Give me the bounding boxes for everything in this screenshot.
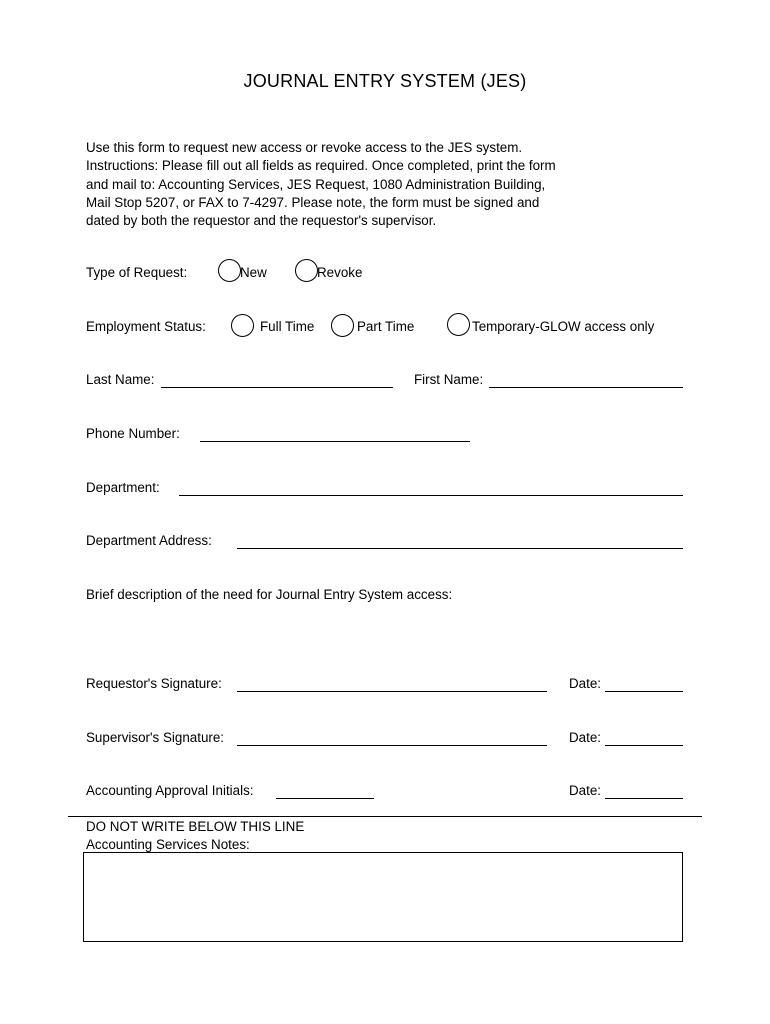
description-label: Brief description of the need for Journal Entry System access: — [86, 587, 453, 602]
department-address-field[interactable] — [237, 548, 683, 549]
accounting-approval-label: Accounting Approval Initials: — [86, 783, 254, 798]
radio-new-label: New — [240, 265, 267, 280]
radio-new[interactable] — [218, 259, 241, 282]
supervisor-signature-field[interactable] — [237, 745, 547, 746]
instructions-line: Mail Stop 5207, or FAX to 7-4297. Please note, the form must be signed and — [86, 194, 540, 210]
radio-full-time-label: Full Time — [260, 319, 315, 334]
requestor-signature-field[interactable] — [237, 691, 547, 692]
department-label: Department: — [86, 480, 160, 495]
radio-temporary-glow-label: Temporary-GLOW access only — [472, 319, 655, 334]
first-name-label: First Name: — [414, 372, 484, 387]
department-address-label: Department Address: — [86, 533, 212, 548]
radio-full-time[interactable] — [231, 314, 254, 337]
last-name-field[interactable] — [161, 387, 393, 388]
supervisor-date-label: Date: — [569, 730, 602, 745]
instructions-line: and mail to: Accounting Services, JES Request, 1080 Administration Building, — [86, 176, 546, 192]
last-name-label: Last Name: — [86, 372, 155, 387]
department-field[interactable] — [179, 495, 683, 496]
accounting-date-label: Date: — [569, 783, 602, 798]
radio-revoke[interactable] — [295, 259, 318, 282]
notes-label: Accounting Services Notes: — [86, 837, 250, 852]
radio-part-time-label: Part Time — [357, 319, 415, 334]
accounting-date-field[interactable] — [605, 798, 683, 799]
supervisor-date-field[interactable] — [605, 745, 683, 746]
accounting-approval-field[interactable] — [276, 798, 374, 799]
do-not-write-divider — [68, 816, 702, 817]
request-type-label: Type of Request: — [86, 265, 188, 280]
phone-field[interactable] — [200, 441, 470, 442]
form-title: JOURNAL ENTRY SYSTEM (JES) — [243, 71, 527, 91]
requestor-date-field[interactable] — [605, 691, 683, 692]
instructions-line: dated by both the requestor and the requestor's supervisor. — [86, 213, 437, 229]
first-name-field[interactable] — [489, 387, 683, 388]
do-not-write-label: DO NOT WRITE BELOW THIS LINE — [86, 819, 305, 834]
phone-label: Phone Number: — [86, 426, 180, 441]
radio-revoke-label: Revoke — [317, 265, 363, 280]
instructions-line: Use this form to request new access or revoke access to the JES system. — [86, 140, 523, 155]
employment-status-label: Employment Status: — [86, 319, 206, 334]
instructions-paragraph — [86, 139, 606, 230]
radio-part-time[interactable] — [331, 314, 354, 337]
requestor-signature-label: Requestor's Signature: — [86, 676, 222, 691]
accounting-notes-box[interactable] — [83, 852, 683, 942]
radio-temporary-glow[interactable] — [447, 313, 470, 336]
requestor-date-label: Date: — [569, 676, 602, 691]
supervisor-signature-label: Supervisor's Signature: — [86, 730, 225, 745]
instructions-line: Instructions: Please fill out all fields as required. Once completed, print the form — [86, 158, 556, 174]
